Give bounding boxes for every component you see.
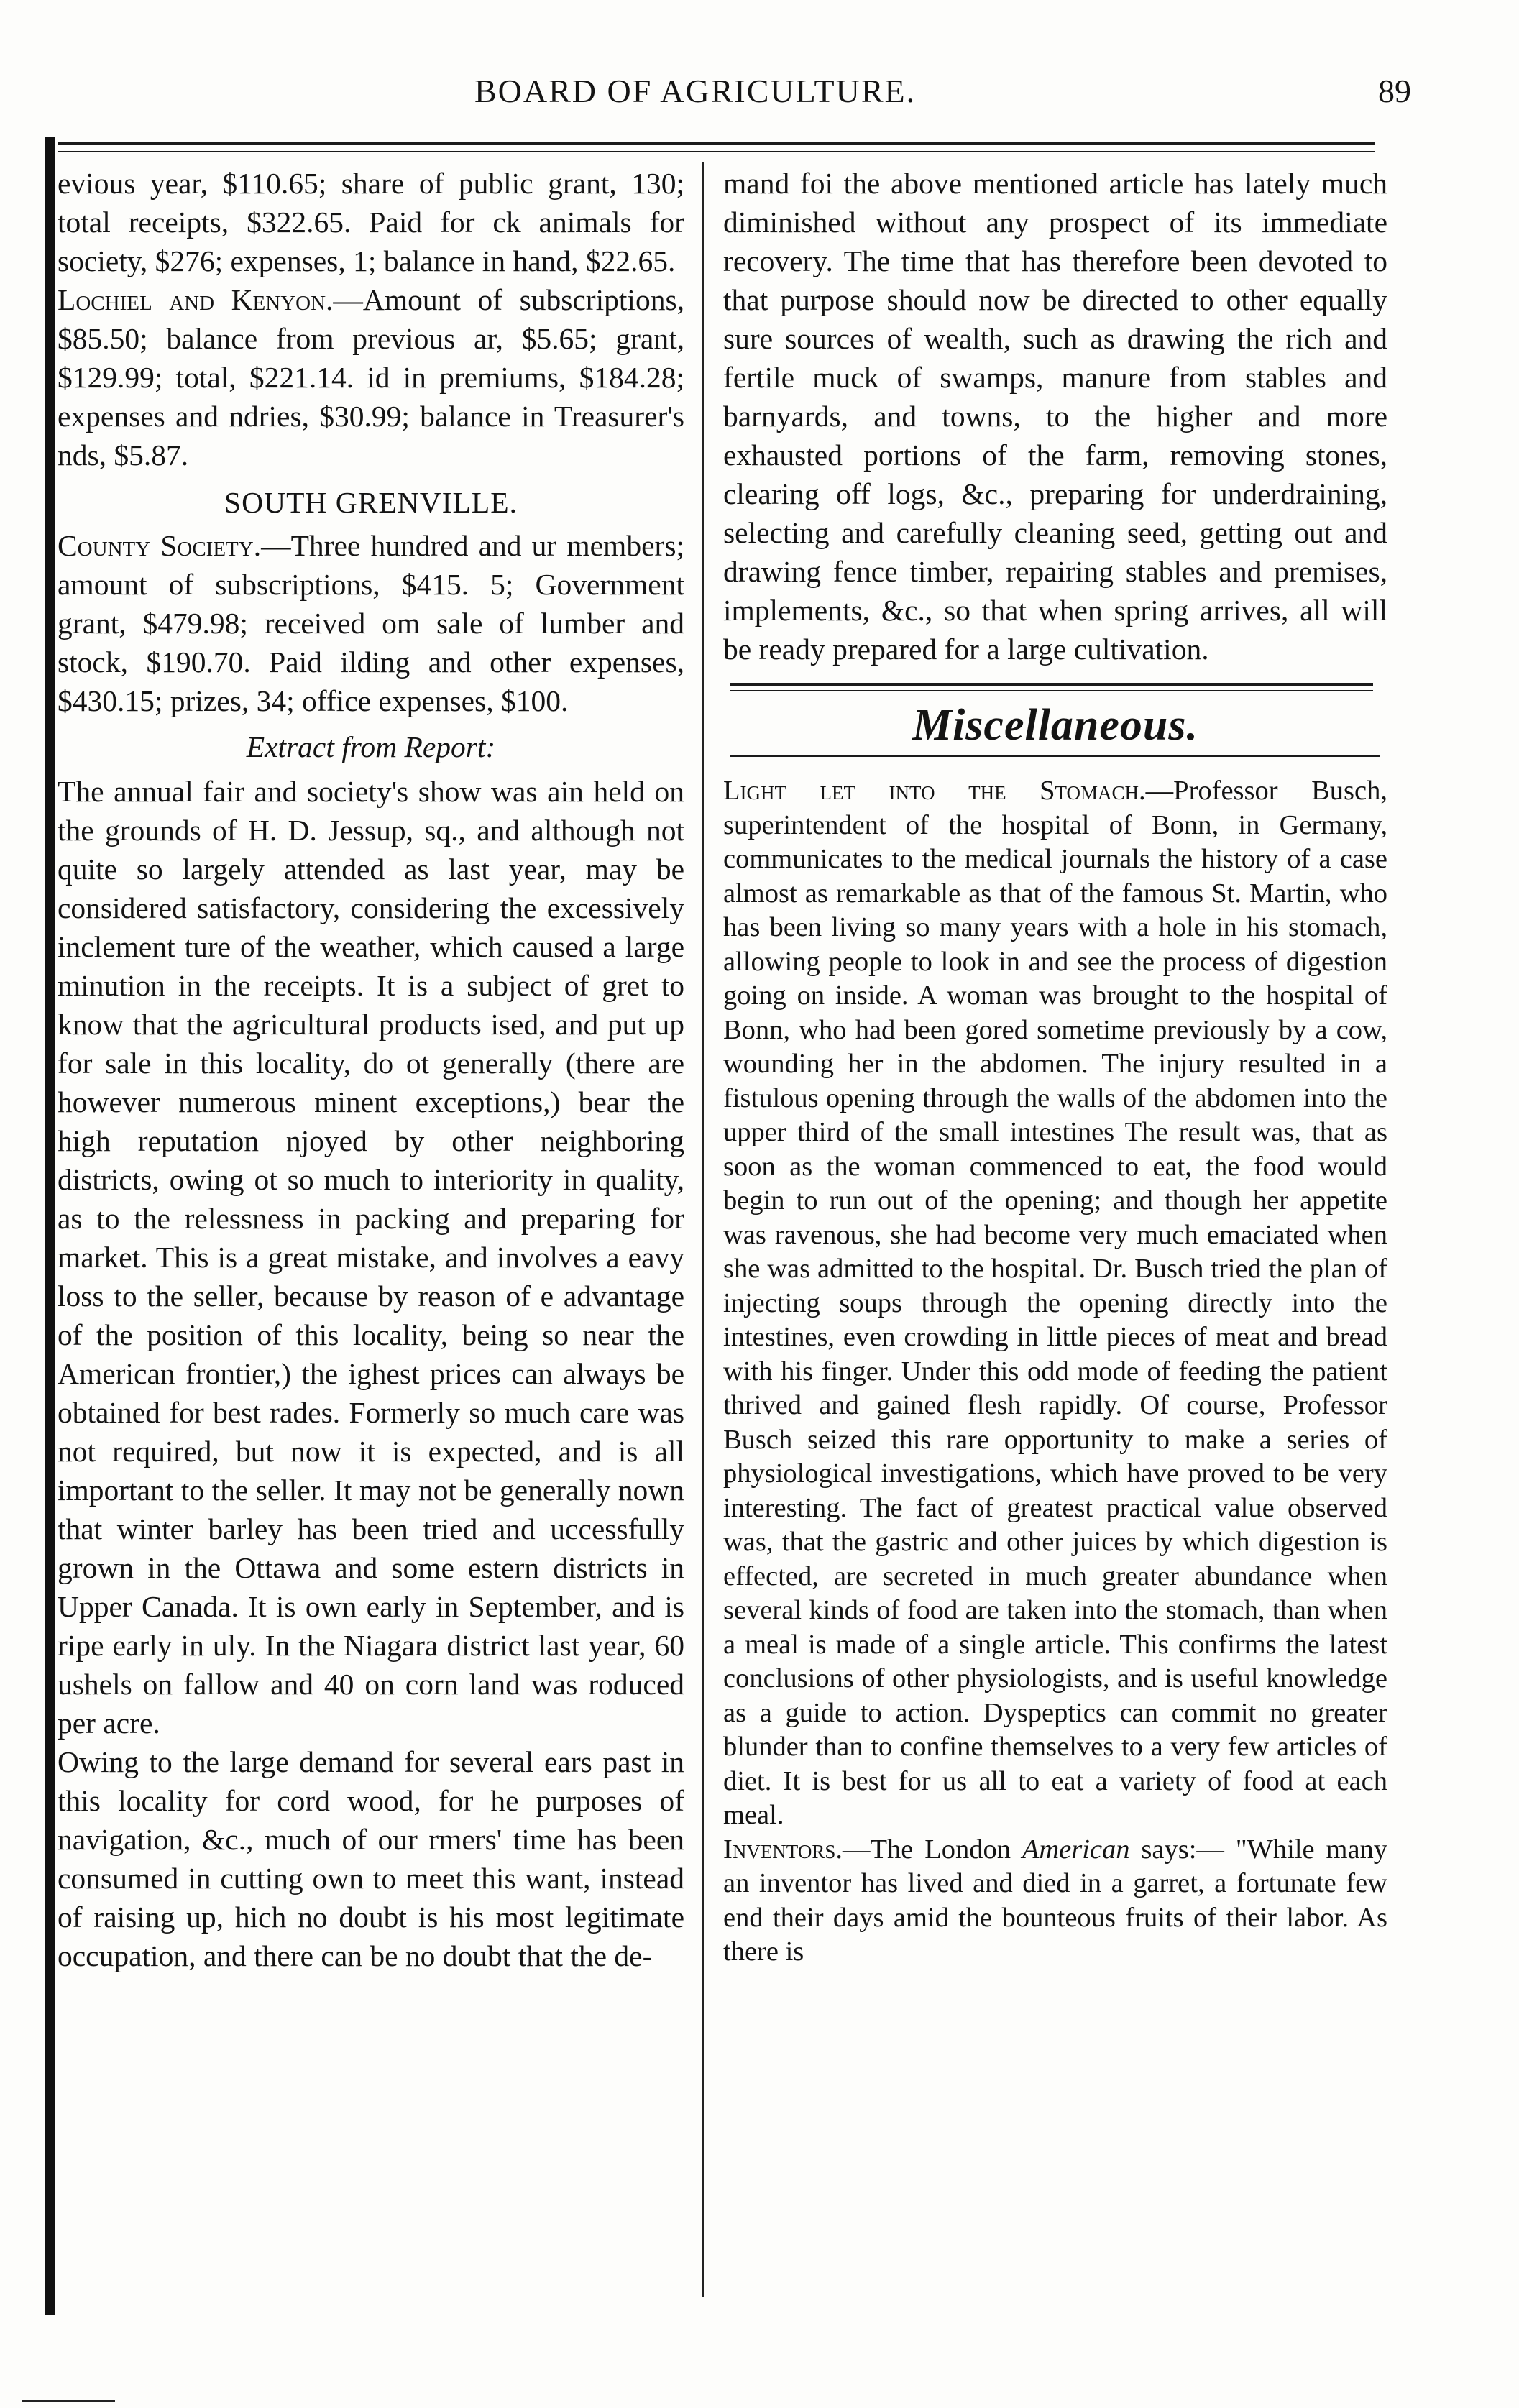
right-column xyxy=(723,164,1387,1970)
lochiel-heading: Lochiel and Kenyon. xyxy=(58,283,334,316)
stomach-body: —Professor Busch, superintendent of the hospital of Bonn, in Germany, communicates to the medical journals the history of a case almost as remarkable as that of the famous St. Martin, who has been living so many years with a hole in his stomach, allowing people to look in and see the process of digestion going on inside. A woman was brought to the hospital of Bonn, who had been gored sometime previously by a cow, wounding her in the abdomen. The injury resulted in a fistulous opening through the walls of the abdomen into the upper third of the small intestines The result was, that as soon as the woman commenced to eat, the food would begin to run out of the opening; and though her appetite was ravenous, she had become very much emaciated when she was admitted to the hospital. Dr. Busch tried the plan of injecting soups through the opening directly into the intestines, even crowding in little pieces of meat and bread with his finger. Under this odd mode of feeding the patient thrived and gained flesh rapidly. Of course, Professor Busch seized this rare opportunity to make a series of physiological investigations, which have proved to be very interesting. The fact of greatest practical value observed was, that the gastric and other juices by which digestion is effected, are secreted in much greater abundance when several kinds of food are taken into the stomach, than when a meal is made of a single article. This confirms the latest conclusions of other physiologists, and is useful knowledge as a guide to action. Dyspeptics can commit no greater blunder than to confine themselves to a very few articles of diet. It is best for us all to eat a variety of food at each meal. xyxy=(723,776,1387,1830)
paragraph-light-stomach xyxy=(723,774,1387,1833)
paragraph-lochiel xyxy=(58,280,684,474)
inventors-american: American xyxy=(1022,1834,1130,1865)
left-column xyxy=(58,164,684,1975)
inventors-pre: —The London xyxy=(842,1834,1022,1865)
county-body: —Three hundred and ur members; amount of subscriptions, $415. 5; Government grant, $479.98; received om sale of lumber and stock, $190.70. Paid ilding and other expenses, $430.15; prizes, 34; office expenses, $100. xyxy=(58,529,685,717)
extract-heading: Extract from Report: xyxy=(246,730,496,763)
inventors-heading: Inventors. xyxy=(723,1834,843,1865)
inventors-body: "While many an inventor has lived and died in a garret, a fortunate few end their days amid the bounteous fruits of their labor. As there is xyxy=(723,1834,1388,1967)
footer-mark xyxy=(22,2400,115,2402)
page-number: 89 xyxy=(1378,73,1411,109)
paragraph-inventors xyxy=(723,1833,1387,1970)
running-title: BOARD OF AGRICULTURE. xyxy=(474,73,917,109)
header-rule-secondary xyxy=(58,151,1375,152)
paragraph-previous-year: evious year, $110.65; share of public grant, 130; total receipts, $322.65. Paid for ck animals for society, $276; expenses, 1; balance in hand, $22.65. xyxy=(58,167,684,277)
lochiel-body: —Amount of subscriptions, $85.50; balance from previous ar, $5.65; grant, $129.99; total, $221.14. id in premiums, $184.28; expenses and ndries, $30.99; balance in Treasurer's nds, $5.87. xyxy=(58,283,684,472)
inventors-post: says:— xyxy=(1129,1834,1224,1865)
header-rule xyxy=(58,142,1375,145)
county-heading: County Society. xyxy=(58,529,262,562)
page-header xyxy=(0,35,1519,109)
paragraph-report-cordwood: Owing to the large demand for several ears past in this locality for cord wood, for he purposes of navigation, &c., much of our rmers' time has been consumed in cutting own to meet this want, instead of raising up, hich no doubt is his most legitimate occupation, and there can be no doubt that the de- xyxy=(58,1745,684,1972)
stomach-heading: Light let into the Stomach. xyxy=(723,776,1146,806)
paragraph-county-society xyxy=(58,526,684,720)
section-title-miscellaneous: Miscellaneous. xyxy=(912,701,1199,750)
paragraph-report-fair: The annual fair and society's show was ain held on the grounds of H. D. Jessup, sq., and although not quite so largely attended as last year, may be considered satisfactory, considering the excessively inclement ture of the weather, which caused a large minution in the receipts. It is a subject of gret to know that the agricultural products ised, and put up for sale in this locality, do ot generally (there are however numerous minent exceptions,) bear the high reputation njoyed by other neighboring districts, owing ot so much to interiority in quality, as to the relessness in packing and preparing for market. This is a great mistake, and involves a eavy loss to the seller, because by reason of e advantage of the position of this locality, being so near the American frontier,) the ighest prices can always be obtained for best rades. Formerly so much care was not required, but now it is expected, and is all important to the seller. It may not be generally nown that winter barley has been tried and uccessfully grown in the Ottawa and some estern districts in Upper Canada. It is own early in September, and is ripe early in uly. In the Niagara district last year, 60 ushels on fallow and 40 on corn land was roduced per acre. xyxy=(58,775,684,1740)
paragraph-demand-continued: mand foi the above mentioned article has lately much diminished without any prospect of its immediate recovery. The time that has therefore been devoted to that purpose should now be directed to other equally sure sources of wealth, such as drawing the rich and fertile muck of swamps, manure from stables and barnyards, and towns, to the higher and more exhausted portions of the farm, removing stones, clearing off logs, &c., preparing for underdraining, selecting and carefully cleaning seed, getting out and drawing fence timber, repairing stables and premises, implements, &c., so that when spring arrives, all will be ready prepared for a large cultivation. xyxy=(723,167,1387,666)
binding-edge xyxy=(45,137,55,2315)
section-heading-south-grenville: SOUTH GRENVILLE. xyxy=(224,486,518,519)
section-rule-single xyxy=(730,755,1380,757)
miscellaneous-body xyxy=(723,774,1387,1970)
section-rule-double xyxy=(730,683,1373,691)
column-divider xyxy=(702,162,704,2297)
